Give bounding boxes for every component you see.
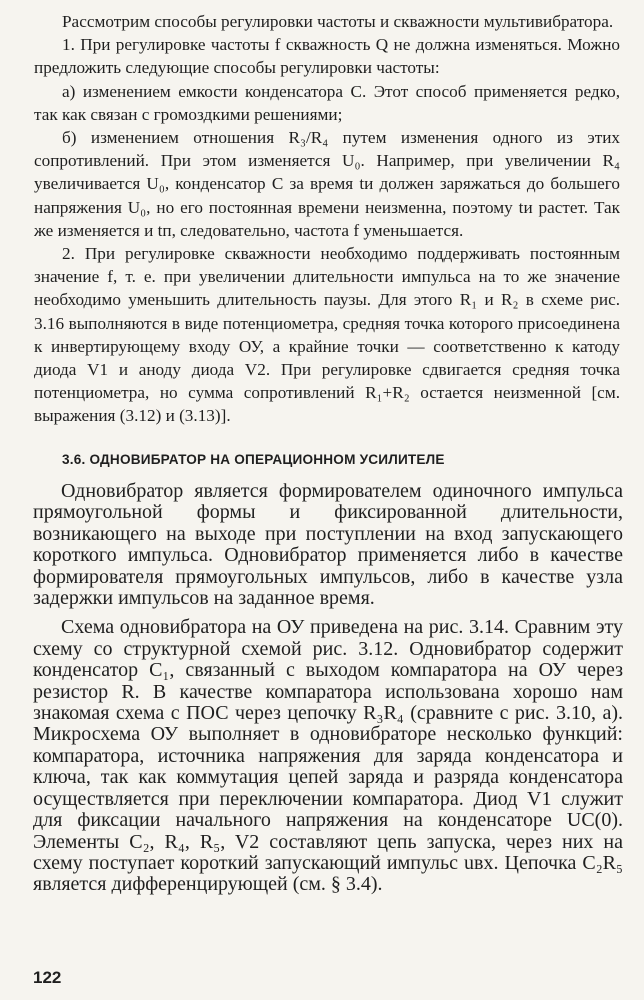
paragraph-intro: Рассмотрим способы регулировки частоты и скважности мультивибратора. [62,12,614,31]
paragraph-duty-regulation: 2. При регулировке скважности необходимо поддерживать постоянным значение f, т. е. при увеличении длительности импульса на то же значение необходимо уменьшить длительность паузы. Для этого R₁ и R₂ в схеме рис. 3.16 выполняются в виде потенциометра, средняя точка которого присоединена к инвертирующему входу ОУ, а крайние точки — соответственно к катоду диода V1 и аноду диода V2. При регулировке сдвигается средняя точка потенциометра, но сумма сопротивлений R₁+R₂ остается неизменной [см. выражения (3.12) и (3.13)]. [34,244,620,426]
paragraph-frequency-regulation: 1. При регулировке частоты f скважность Q не должна изменяться. Можно предложить следующие способы регулировки частоты: [34,35,620,78]
paragraph-monostable-definition: Одновибратор является формирователем одиночного импульса прямоугольной формы и фиксированной длительности, возникающего на выходе при поступлении на вход запускающего короткого импульса. Одновибратор применяется либо в качестве формирователя прямоугольных импульсов, либо в качестве узла задержки импульсов на заданное время. [33,480,623,610]
page-number: 122 [33,968,62,987]
section-heading: 3.6. ОДНОВИБРАТОР НА ОПЕРАЦИОННОМ УСИЛИТЕЛЕ [62,452,445,467]
paragraph-method-b: б) изменением отношения R₃/R₄ путем изменения одного из этих сопротивлений. При этом изменяется U₀. Например, при увеличении R₄ увеличивается U₀, конденсатор C за время tи должен заряжаться до большего напряжения U₀, но его постоянная времени неизменна, поэтому tи растет. Так же изменяется и tп, следовательно, частота f уменьшается. [34,128,620,240]
paragraph-monostable-circuit: Схема одновибратора на ОУ приведена на рис. 3.14. Сравним эту схему со структурной схемой рис. 3.12. Одновибратор содержит конденсатор C₁, связанный с выходом компаратора на ОУ через резистор R. В качестве компаратора использована хорошо нам знакомая схема с ПОС через цепочку R₃R₄ (сравните с рис. 3.10, а). Микросхема ОУ выполняет в одновибраторе несколько функций: компаратора, источника напряжения для заряда конденсатора и ключа, так как коммутация цепей заряда и разряда конденсатора осуществляется при переключении компаратора. Диод V1 служит для фиксации начального напряжения на конденсаторе UC(0). Элементы C₂, R₄, R₅, V2 составляют цепь запуска, через них на схему поступает короткий запускающий импульс uвх. Цепочка C₂R₅ является дифференцирующей (см. § 3.4). [33,616,623,896]
top-text-block [34,10,620,428]
main-text-block [33,481,623,896]
paragraph-method-a: а) изменением емкости конденсатора C. Этот способ применяется редко, так как связан с громоздкими решениями; [34,81,620,124]
